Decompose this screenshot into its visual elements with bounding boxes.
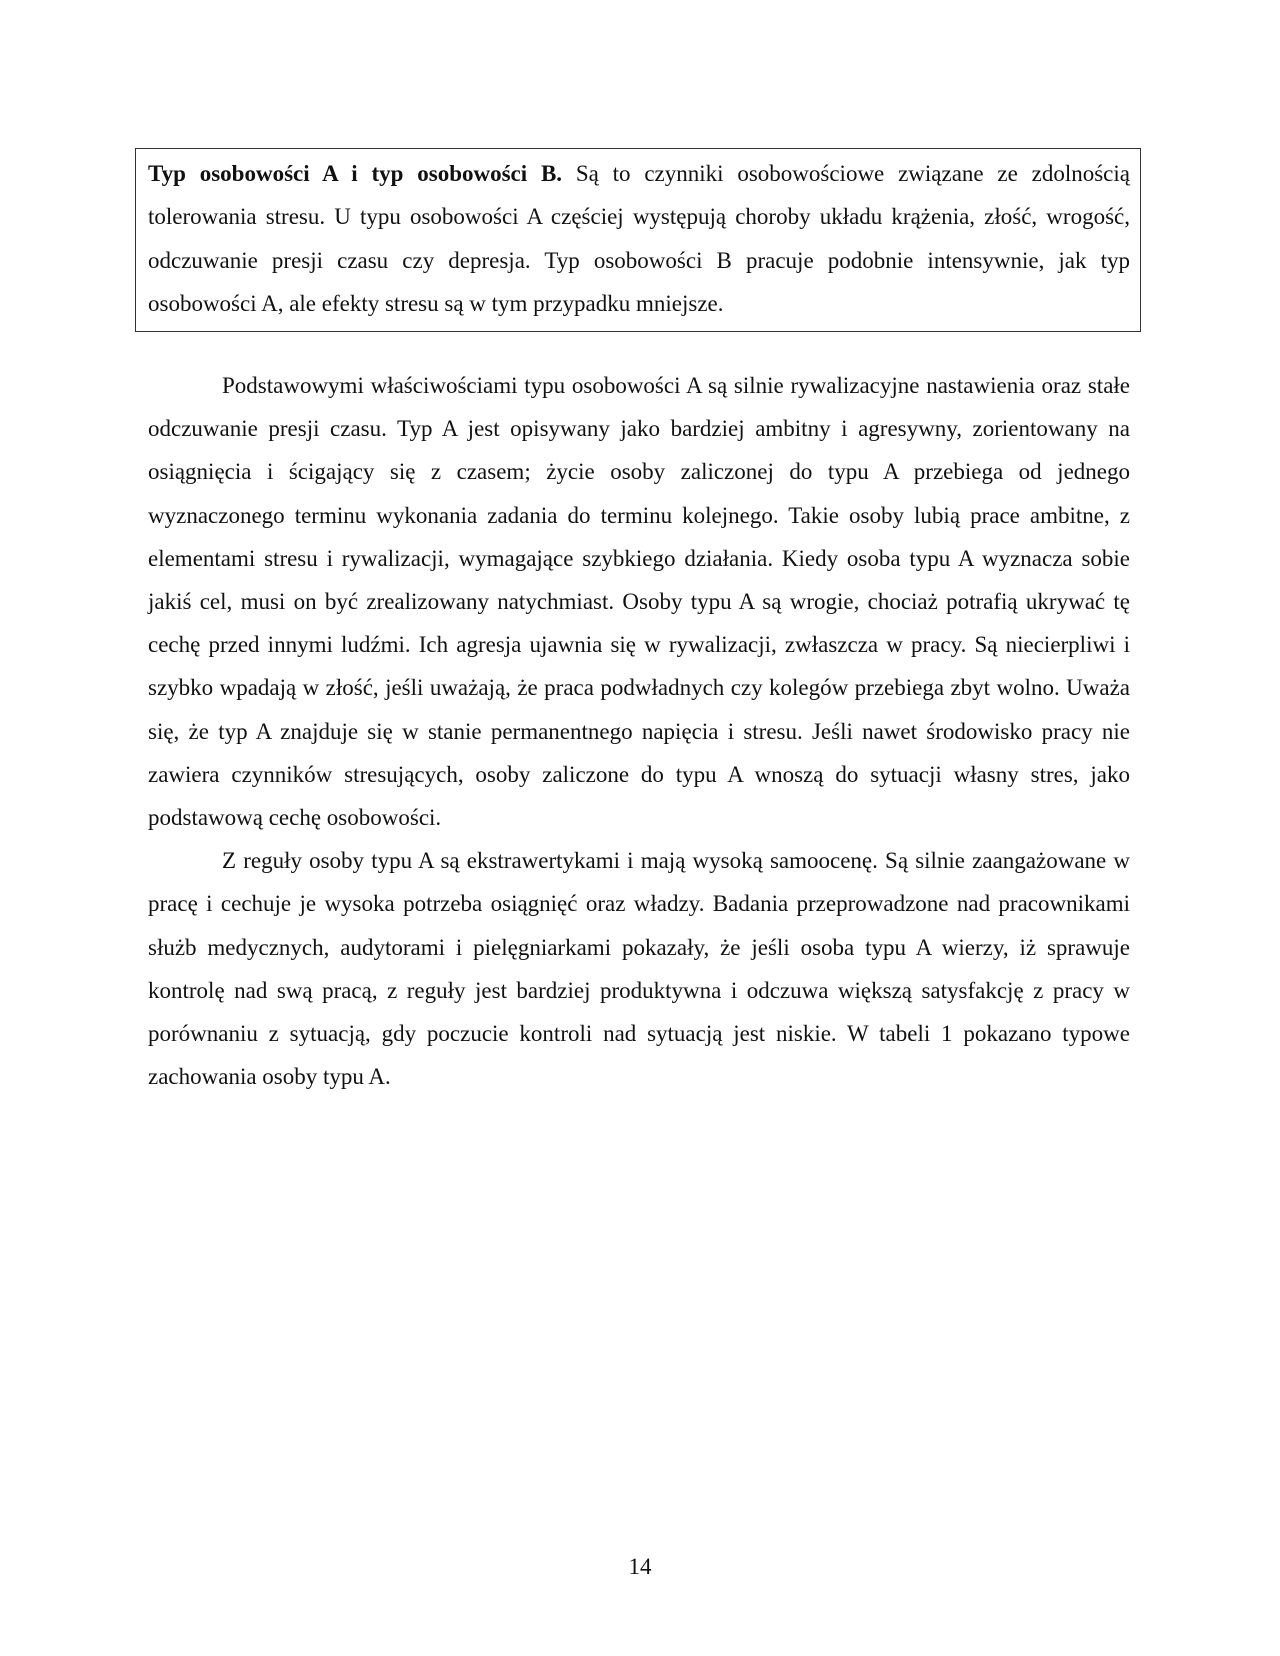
- paragraph-1: Podstawowymi właściwościami typu osobowości A są silnie rywalizacyjne nastawienia oraz stałe odczuwanie presji czasu. Typ A jest opisywany jako bardziej ambitny i agresywny, zorientowany na osiągnięcia i ścigający się z czasem; życie osoby zaliczonej do typu A przebiega od jednego wyznaczonego terminu wykonania zadania do terminu kolejnego. Takie osoby lubią prace ambitne, z elementami stresu i rywalizacji, wymagające szybkiego działania. Kiedy osoba typu A wyznacza sobie jakiś cel, musi on być zrealizowany natychmiast. Osoby typu A są wrogie, chociaż potrafią ukrywać tę cechę przed innymi ludźmi. Ich agresja ujawnia się w rywalizacji, zwłaszcza w pracy. Są niecierpliwi i szybko wpadają w złość, jeśli uważają, że praca podwładnych czy kolegów przebiega zbyt wolno. Uważa się, że typ A znajduje się w stanie permanentnego napięcia i stresu. Jeśli nawet środowisko pracy nie zawiera czynników stresujących, osoby zaliczone do typu A wnoszą do sytuacji własny stres, jako podstawową cechę osobowości.: [148, 373, 1130, 831]
- page-number: 14: [628, 1554, 652, 1579]
- box-text: Są to czynniki osobowościowe związane ze zdolnością tolerowania stresu. U typu osobowości A częściej występują choroby układu krążenia, złość, wrogość, odczuwanie presji czasu czy depresja. Typ osobowości B pracuje podobnie intensywnie, jak typ osobowości A, ale efekty stresu są w tym przypadku mniejsze.: [148, 161, 1130, 316]
- box-heading: Typ osobowości A i typ osobowości B.: [148, 161, 563, 186]
- paragraph-2: Z reguły osoby typu A są ekstrawertykami i mają wysoką samoocenę. Są silnie zaangażowane w pracę i cechuje je wysoka potrzeba osiągnięć oraz władzy. Badania przeprowadzone nad pracownikami służb medycznych, audytorami i pielęgniarkami pokazały, że jeśli osoba typu A wierzy, iż sprawuje kontrolę nad swą pracą, z reguły jest bardziej produktywna i odczuwa większą satysfakcję z pracy w porównaniu z sytuacją, gdy poczucie kontroli nad sytuacją jest niskie. W tabeli 1 pokazano typowe zachowania osoby typu A.: [148, 848, 1130, 1090]
- definition-box: [135, 148, 1141, 332]
- body-text: [148, 364, 1130, 1098]
